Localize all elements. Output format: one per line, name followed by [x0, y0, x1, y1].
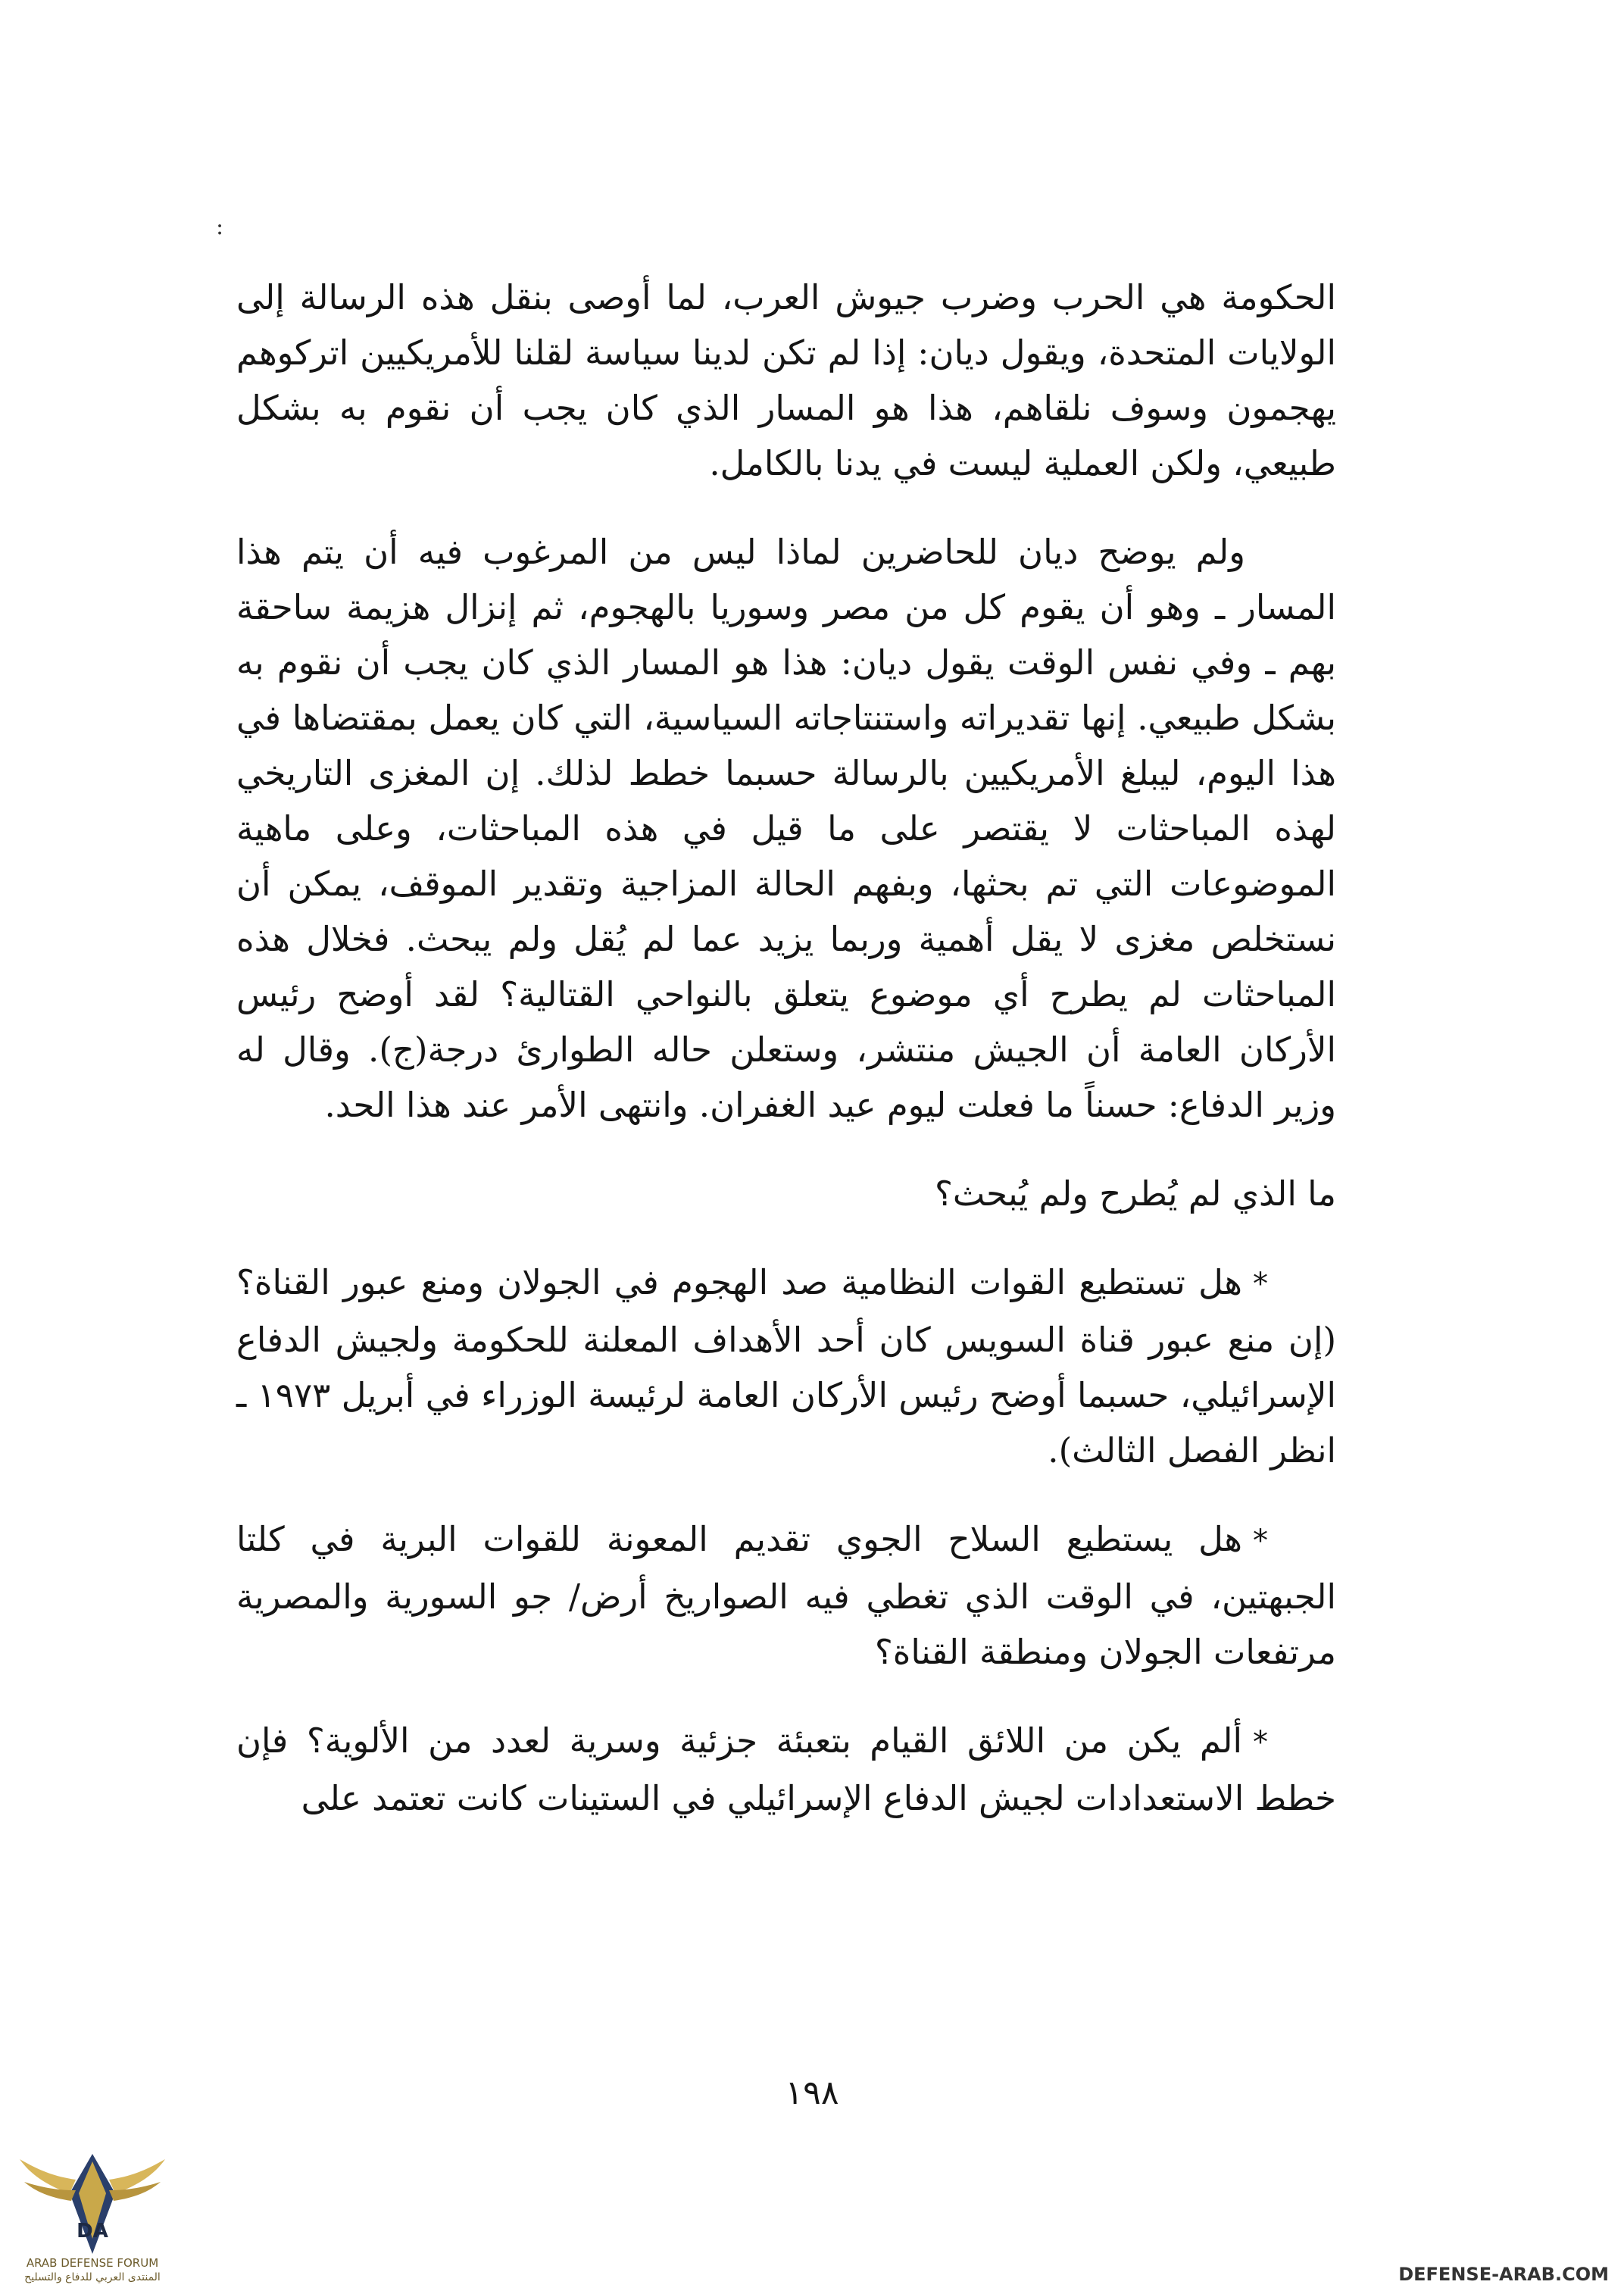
bullet-item-golan [236, 1255, 1336, 1478]
bullet-text: ألم يكن من اللائق القيام بتعبئة جزئية وسرية لعدد من الألوية؟ فإن خطط الاستعدادات لجيش الدفاع الإسرائيلي في الستينات كانت تعتمد على [236, 1721, 1336, 1818]
page-number: ١٩٨ [785, 2074, 839, 2112]
body-text [236, 270, 1336, 1826]
bullet-item-airforce [236, 1511, 1336, 1680]
paragraph-continuation: الحكومة هي الحرب وضرب جيوش العرب، لما أوصى بنقل هذه الرسالة إلى الولايات المتحدة، ويقول ديان: إذا لم تكن لدينا سياسة لقلنا للأمريكيين اتركوهم يهجمون وسوف نلقاهم، هذا هو المسار الذي كان يجب أن نقوم به بشكل طبيعي، ولكن العملية ليست في يدنا بالكامل. [236, 277, 1336, 483]
bullet-item-mobilization [236, 1713, 1336, 1826]
paragraph-main: ولم يوضح ديان للحاضرين لماذا ليس من المرغوب فيه أن يتم هذا المسار ـ وهو أن يقوم كل من مصر وسوريا بالهجوم، ثم إنزال هزيمة ساحقة بهم ـ وفي نفس الوقت يقول ديان: هذا هو المسار الذي كان يجب أن نقوم به بشكل طبيعي. إنها تقديراته واستنتاجاته السياسية، التي كان يعمل بمقتضاها في هذا اليوم، ليبلغ الأمريكيين بالرسالة حسبما خطط لذلك. إن المغزى التاريخي لهذه المباحثات لا يقتصر على ما قيل في هذه المباحثات، وعلى ماهية الموضوعات التي تم بحثها، وبفهم الحالة المزاجية وتقدير الموقف، يمكن أن نستخلص مغزى لا يقل أهمية وربما يزيد عما لم يُقل ولم يبحث. فخلال هذه المباحثات لم يطرح أي موضوع يتعلق بالنواحي القتالية؟ لقد أوضح رئيس الأركان العامة أن الجيش منتشر، وستعلن حاله الطوارئ درجة(ج). وقال له وزير الدفاع: حسناً ما فعلت ليوم عيد الغفران. وانتهى الأمر عند هذا الحد. [236, 532, 1336, 1125]
bullet-text: هل تستطيع القوات النظامية صد الهجوم في الجولان ومنع عبور القناة؟ (إن منع عبور قناة السويس كان أحد الأهداف المعلنة للحكومة ولجيش الدفاع الإسرائيلي، حسبما أوضح رئيس الأركان العامة لرئيسة الوزراء في أبريل ١٩٧٣ ـ انظر الفصل الثالث). [236, 1262, 1336, 1471]
star-bullet-icon: * [1253, 1524, 1268, 1558]
question-text: ما الذي لم يُطرح ولم يُبحث؟ [935, 1174, 1336, 1214]
logo-initials: DA [77, 2220, 108, 2243]
site-watermark: DEFENSE-ARAB.COM [1398, 2264, 1609, 2285]
star-bullet-icon: * [1253, 1725, 1268, 1760]
logo-name-english: ARAB DEFENSE FORUM [26, 2256, 159, 2270]
question-heading [236, 1166, 1336, 1221]
corner-mark: : [216, 214, 224, 240]
logo-name-arabic: المنتدى العربي للدفاع والتسليح [24, 2271, 161, 2283]
star-bullet-icon: * [1253, 1267, 1268, 1302]
bullet-text: هل يستطيع السلاح الجوي تقديم المعونة للقوات البرية في كلتا الجبهتين، في الوقت الذي تغطي فيه الصواريخ أرض/ جو السورية والمصرية مرتفعات الجولان ومنطقة القناة؟ [236, 1519, 1336, 1672]
